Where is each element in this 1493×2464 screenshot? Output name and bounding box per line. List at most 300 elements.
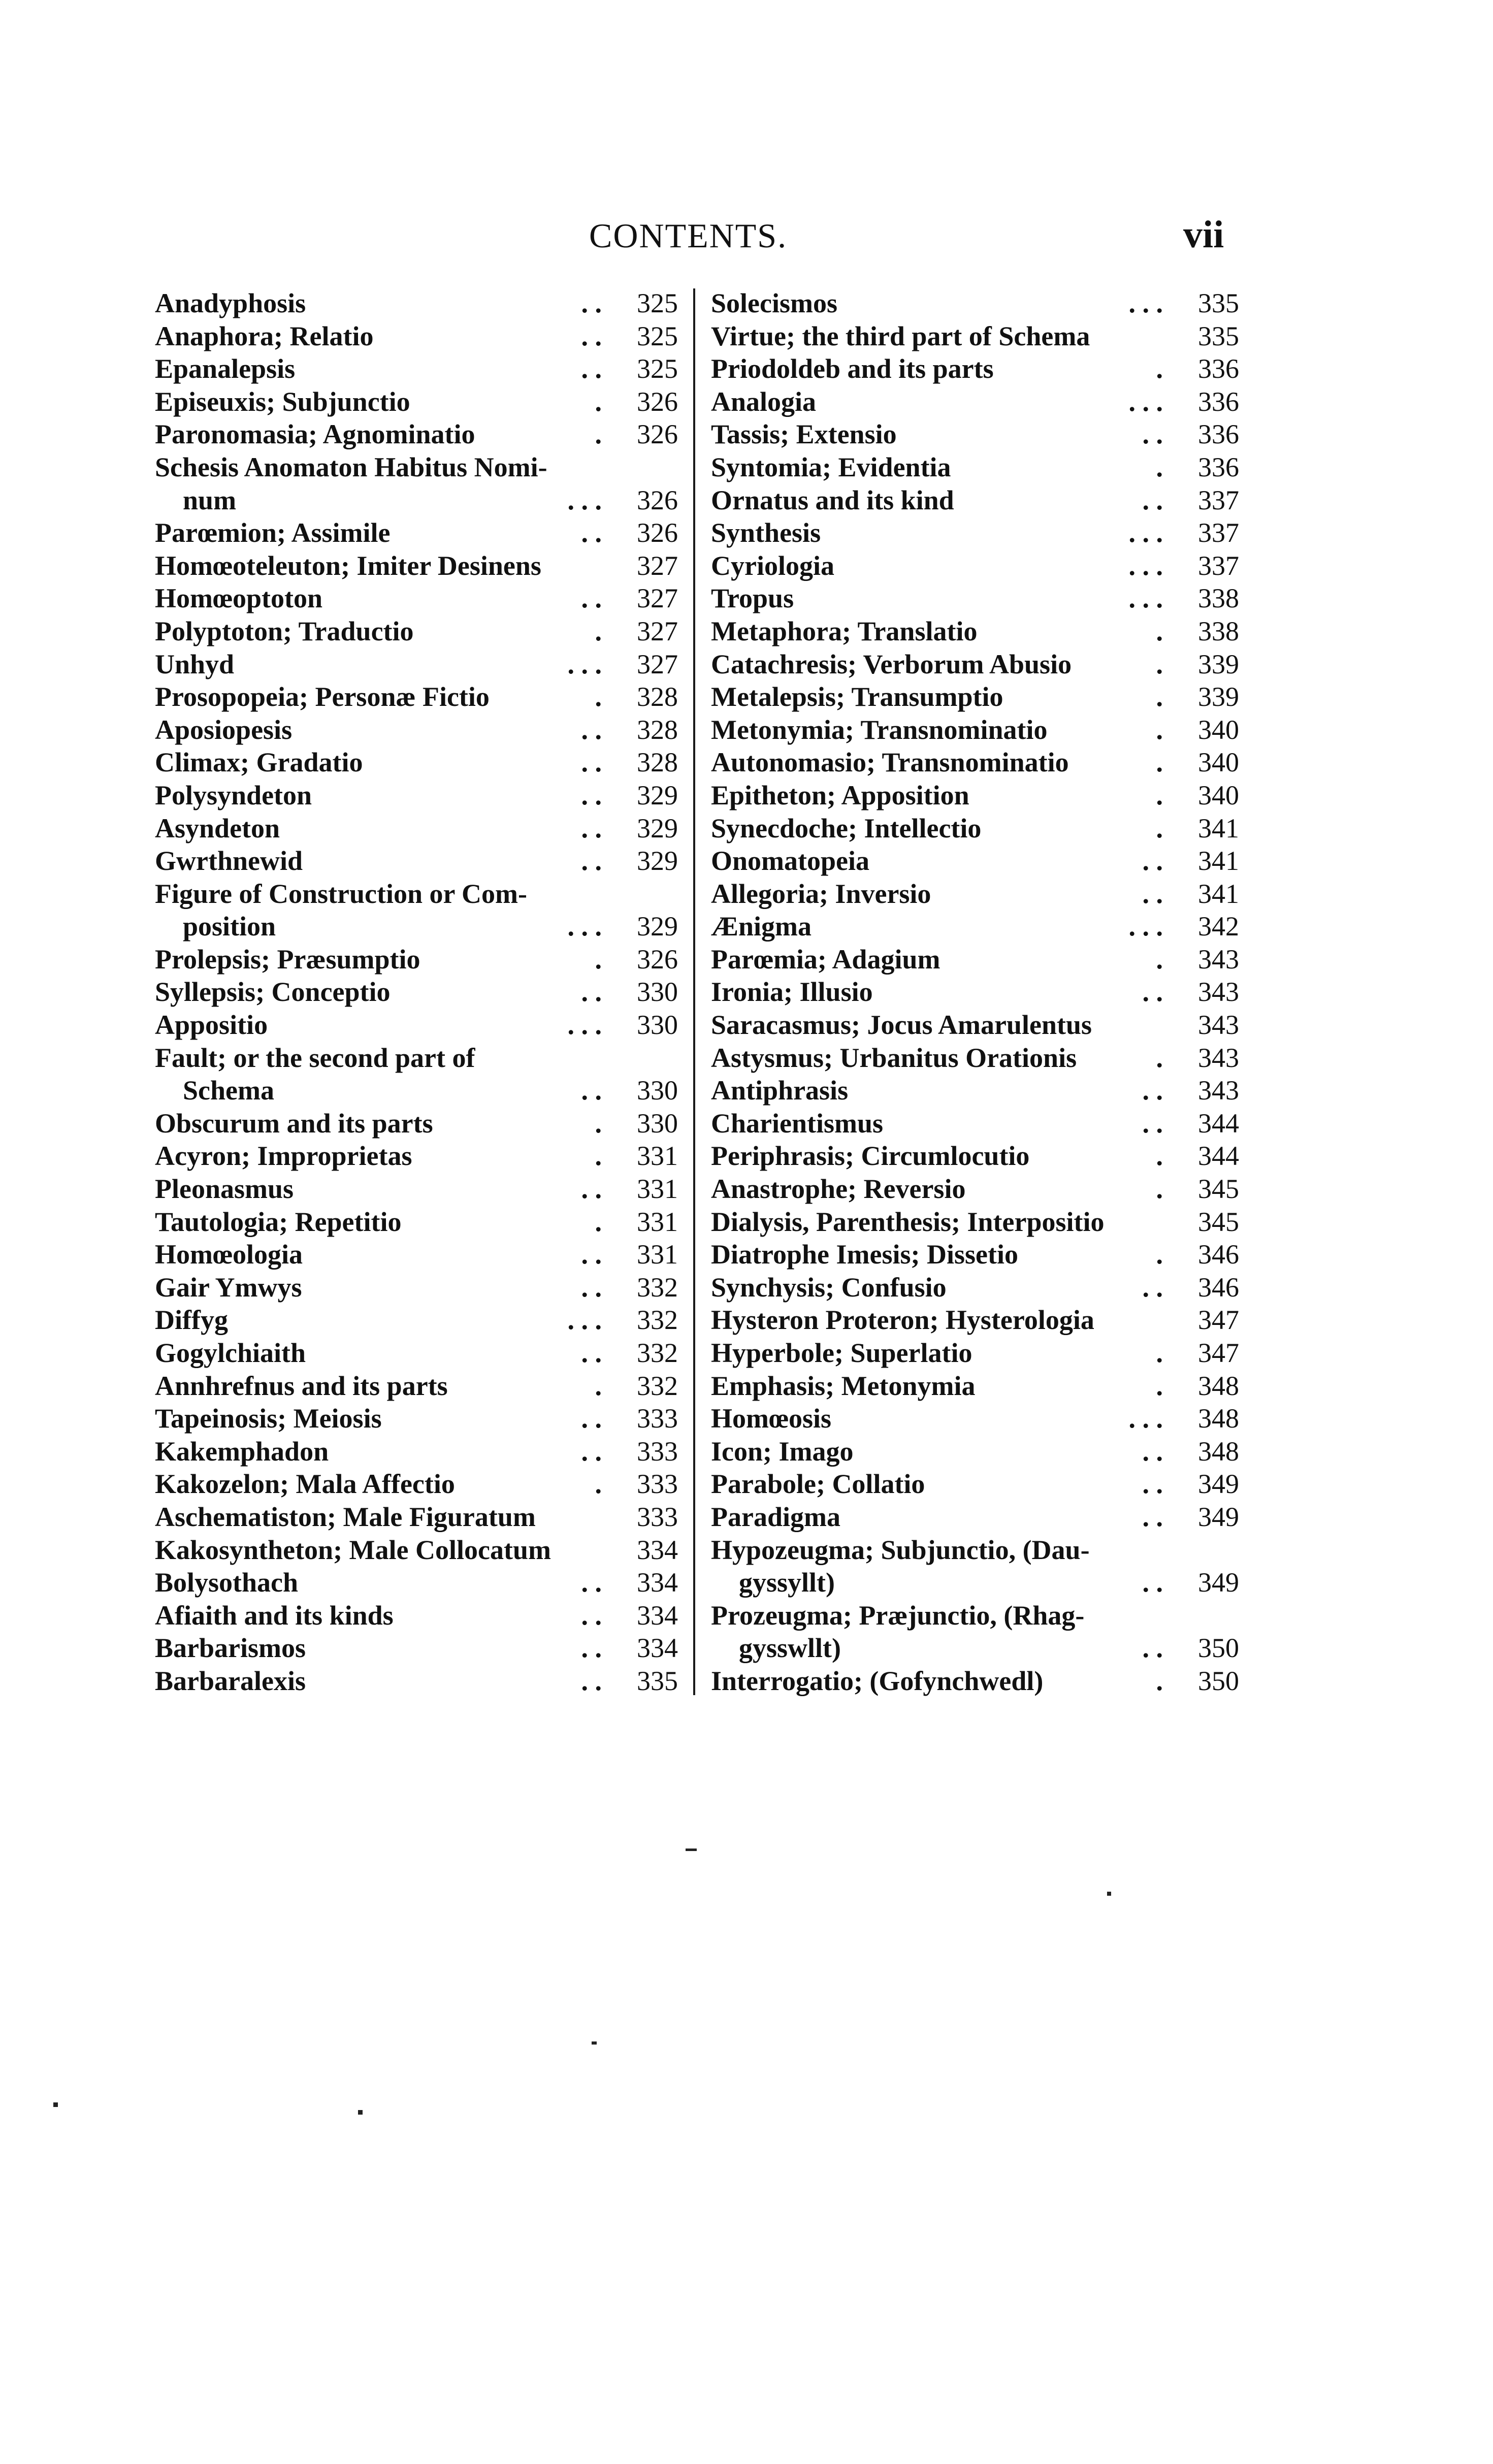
contents-entry	[711, 1042, 1239, 1075]
contents-entry	[155, 385, 678, 418]
entry-title: Ornatus and its kind	[711, 484, 954, 515]
entry-title: Afiaith and its kinds	[155, 1600, 394, 1631]
entry-leader-dots: . .	[581, 288, 602, 318]
contents-entry	[155, 1042, 678, 1075]
entry-leader-dots: . . .	[567, 1010, 602, 1041]
contents-entry	[711, 549, 1239, 582]
contents-entry	[155, 1074, 678, 1107]
entry-leader-dots: . .	[581, 1600, 602, 1631]
entry-title: gyssyllt)	[739, 1567, 835, 1598]
entry-title: Episeuxis; Subjunctio	[155, 386, 410, 417]
entry-page-number: 326	[637, 419, 678, 450]
entry-page-number: 337	[1198, 484, 1239, 515]
contents-entry	[155, 1271, 678, 1304]
contents-entry	[155, 779, 678, 812]
contents-entry	[711, 648, 1239, 681]
entry-title: Priodoldeb and its parts	[711, 353, 994, 384]
entry-leader-dots: . .	[581, 780, 602, 810]
contents-entry	[711, 582, 1239, 615]
entry-leader-dots: . .	[581, 1075, 602, 1106]
entry-page-number: 347	[1198, 1305, 1239, 1336]
contents-entry	[711, 1337, 1239, 1370]
entry-page-number: 341	[1198, 813, 1239, 844]
entry-title: Autonomasio; Transnominatio	[711, 747, 1069, 778]
contents-entry	[155, 1632, 678, 1665]
entry-page-number: 327	[637, 550, 678, 581]
entry-title: Gair Ymwys	[155, 1272, 302, 1303]
contents-entry	[155, 320, 678, 353]
column-divider	[693, 288, 695, 1695]
entry-leader-dots: . .	[581, 714, 602, 745]
entry-title: Kakemphadon	[155, 1436, 329, 1467]
entry-title: Figure of Construction or Com-	[155, 878, 527, 909]
entry-page-number: 339	[1198, 649, 1239, 679]
entry-page-number: 343	[1198, 1042, 1239, 1073]
entry-leader-dots: .	[595, 1370, 602, 1401]
contents-entry	[155, 845, 678, 878]
entry-title: Parabole; Collatio	[711, 1469, 925, 1500]
entry-title: gysswllt)	[739, 1633, 841, 1664]
contents-entry	[711, 287, 1239, 320]
entry-page-number: 350	[1198, 1665, 1239, 1696]
entry-title: Ænigma	[711, 911, 812, 942]
entry-leader-dots: . .	[1142, 1469, 1163, 1500]
entry-leader-dots: .	[1156, 1239, 1163, 1270]
entry-page-number: 348	[1198, 1370, 1239, 1401]
entry-leader-dots: .	[1156, 780, 1163, 810]
contents-entry	[711, 1566, 1239, 1599]
entry-title: Hyperbole; Superlatio	[711, 1338, 972, 1368]
entry-page-number: 340	[1198, 747, 1239, 778]
entry-page-number: 335	[1198, 320, 1239, 351]
entry-page-number: 325	[637, 320, 678, 351]
contents-entry	[711, 746, 1239, 779]
entry-page-number: 326	[637, 484, 678, 515]
entry-title: Bolysothach	[155, 1567, 299, 1598]
entry-leader-dots: . .	[581, 1567, 602, 1598]
entry-title: Anastrophe; Reversio	[711, 1174, 966, 1205]
contents-entry	[711, 615, 1239, 648]
contents-right-column	[711, 287, 1239, 1698]
entry-title: Synthesis	[711, 517, 821, 548]
entry-leader-dots: .	[1156, 1338, 1163, 1368]
entry-page-number: 336	[1198, 451, 1239, 482]
entry-leader-dots: .	[595, 1469, 602, 1500]
contents-entry	[711, 1074, 1239, 1107]
entry-title: Climax; Gradatio	[155, 747, 363, 778]
contents-entry	[711, 1501, 1239, 1534]
entry-leader-dots: .	[595, 386, 602, 417]
entry-page-number: 336	[1198, 353, 1239, 384]
entry-leader-dots: . .	[581, 846, 602, 877]
contents-entry	[155, 287, 678, 320]
entry-title: Acyron; Improprietas	[155, 1141, 412, 1172]
contents-entry	[711, 1107, 1239, 1140]
entry-page-number: 347	[1198, 1338, 1239, 1368]
entry-page-number: 329	[637, 911, 678, 942]
contents-entry	[155, 1566, 678, 1599]
entry-leader-dots: .	[1156, 714, 1163, 745]
entry-page-number: 345	[1198, 1206, 1239, 1237]
entry-title: Prosopopeia; Personæ Fictio	[155, 682, 490, 712]
entry-leader-dots: . . .	[567, 1305, 602, 1336]
entry-page-number: 327	[637, 615, 678, 646]
entry-page-number: 336	[1198, 386, 1239, 417]
entry-title: num	[183, 484, 237, 515]
entry-title: Appositio	[155, 1010, 268, 1041]
entry-page-number: 337	[1198, 517, 1239, 548]
entry-leader-dots: . .	[1142, 846, 1163, 877]
entry-page-number: 326	[637, 944, 678, 975]
entry-page-number: 330	[637, 977, 678, 1008]
entry-title: Emphasis; Metonymia	[711, 1370, 976, 1401]
entry-leader-dots: . .	[1142, 484, 1163, 515]
entry-title: Pleonasmus	[155, 1174, 294, 1205]
contents-entry	[711, 878, 1239, 911]
entry-title: Antiphrasis	[711, 1075, 849, 1106]
entry-leader-dots: . .	[1142, 1567, 1163, 1598]
entry-title: Virtue; the third part of Schema	[711, 320, 1090, 351]
entry-title: Syntomia; Evidentia	[711, 451, 951, 482]
entry-page-number: 340	[1198, 780, 1239, 810]
contents-entry	[711, 1665, 1239, 1698]
entry-leader-dots: . .	[581, 583, 602, 614]
entry-page-number: 333	[637, 1403, 678, 1434]
entry-title: Homœologia	[155, 1239, 303, 1270]
entry-title: position	[183, 911, 276, 942]
entry-page-number: 349	[1198, 1567, 1239, 1598]
entry-leader-dots: .	[1156, 682, 1163, 712]
contents-entry	[155, 1173, 678, 1206]
entry-leader-dots: . . .	[1128, 517, 1163, 548]
entry-title: Metaphora; Translatio	[711, 615, 978, 646]
entry-page-number: 341	[1198, 878, 1239, 909]
contents-entry	[155, 910, 678, 943]
contents-entry	[711, 1435, 1239, 1468]
contents-entry	[155, 812, 678, 845]
contents-entry	[155, 1534, 678, 1567]
entry-page-number: 344	[1198, 1141, 1239, 1172]
entry-leader-dots: . . .	[1128, 288, 1163, 318]
entry-page-number: 343	[1198, 1010, 1239, 1041]
entry-title: Epanalepsis	[155, 353, 296, 384]
contents-entry	[155, 1665, 678, 1698]
entry-page-number: 326	[637, 386, 678, 417]
contents-entry	[711, 1402, 1239, 1435]
contents-entry	[155, 1304, 678, 1337]
entry-page-number: 329	[637, 846, 678, 877]
entry-page-number: 331	[637, 1141, 678, 1172]
entry-leader-dots: . .	[581, 813, 602, 844]
contents-entry	[155, 1238, 678, 1271]
contents-entry	[711, 1009, 1239, 1042]
contents-entry	[711, 1534, 1239, 1567]
entry-title: Barbarismos	[155, 1633, 306, 1664]
entry-leader-dots: .	[595, 1108, 602, 1139]
entry-leader-dots: .	[1156, 451, 1163, 482]
entry-leader-dots: . .	[581, 1436, 602, 1467]
entry-leader-dots: .	[595, 1141, 602, 1172]
contents-entry	[711, 516, 1239, 549]
entry-title: Kakosyntheton; Male Collocatum	[155, 1534, 551, 1565]
entry-title: Anaphora; Relatio	[155, 320, 374, 351]
entry-leader-dots: .	[1156, 747, 1163, 778]
entry-page-number: 326	[637, 517, 678, 548]
entry-page-number: 344	[1198, 1108, 1239, 1139]
contents-entry	[711, 1370, 1239, 1403]
entry-page-number: 334	[637, 1633, 678, 1664]
entry-title: Metonymia; Transnominatio	[711, 714, 1048, 745]
entry-page-number: 346	[1198, 1239, 1239, 1270]
entry-title: Parœmion; Assimile	[155, 517, 391, 548]
entry-title: Icon; Imago	[711, 1436, 854, 1467]
entry-title: Interrogatio; (Gofynchwedl)	[711, 1665, 1044, 1696]
entry-page-number: 328	[637, 747, 678, 778]
entry-leader-dots: . .	[1142, 1272, 1163, 1303]
entry-title: Analogia	[711, 386, 817, 417]
entry-title: Schema	[183, 1075, 274, 1106]
entry-title: Solecismos	[711, 288, 837, 318]
entry-page-number: 334	[637, 1534, 678, 1565]
entry-title: Unhyd	[155, 649, 235, 679]
entry-leader-dots: .	[1156, 944, 1163, 975]
contents-entry	[711, 385, 1239, 418]
page-number: vii	[1183, 213, 1224, 256]
entry-page-number: 339	[1198, 682, 1239, 712]
entry-title: Aschematiston; Male Figuratum	[155, 1501, 536, 1532]
entry-leader-dots: . .	[1142, 1633, 1163, 1664]
page-header	[0, 213, 1493, 267]
entry-leader-dots: . . .	[1128, 583, 1163, 614]
entry-leader-dots: .	[595, 682, 602, 712]
entry-leader-dots: .	[595, 944, 602, 975]
contents-entry	[155, 648, 678, 681]
entry-leader-dots: . .	[1142, 1075, 1163, 1106]
entry-leader-dots: . . .	[567, 649, 602, 679]
entry-page-number: 342	[1198, 911, 1239, 942]
entry-title: Schesis Anomaton Habitus Nomi-	[155, 451, 547, 482]
contents-entry	[155, 451, 678, 484]
entry-title: Prozeugma; Præjunctio, (Rhag-	[711, 1600, 1085, 1631]
entry-title: Tautologia; Repetitio	[155, 1206, 402, 1237]
entry-page-number: 327	[637, 649, 678, 679]
entry-leader-dots: .	[1156, 615, 1163, 646]
contents-entry	[711, 1238, 1239, 1271]
contents-entry	[711, 1173, 1239, 1206]
contents-entry	[155, 976, 678, 1009]
contents-entry	[155, 549, 678, 582]
contents-left-column	[155, 287, 678, 1698]
entry-title: Hysteron Proteron; Hysterologia	[711, 1305, 1094, 1336]
contents-entry	[711, 714, 1239, 747]
entry-page-number: 337	[1198, 550, 1239, 581]
contents-entry	[711, 1632, 1239, 1665]
entry-page-number: 334	[637, 1567, 678, 1598]
entry-page-number: 328	[637, 682, 678, 712]
entry-title: Metalepsis; Transumptio	[711, 682, 1003, 712]
entry-title: Polysyndeton	[155, 780, 312, 810]
entry-page-number: 332	[637, 1305, 678, 1336]
entry-title: Gogylchiaith	[155, 1338, 306, 1368]
entry-leader-dots: . . .	[567, 911, 602, 942]
entry-title: Paronomasia; Agnominatio	[155, 419, 475, 450]
entry-title: Epitheton; Apposition	[711, 780, 969, 810]
contents-entry	[711, 1206, 1239, 1239]
entry-page-number: 331	[637, 1239, 678, 1270]
entry-title: Asyndeton	[155, 813, 280, 844]
contents-entry	[155, 1206, 678, 1239]
entry-leader-dots: .	[595, 419, 602, 450]
entry-page-number: 332	[637, 1338, 678, 1368]
entry-page-number: 335	[1198, 288, 1239, 318]
entry-title: Polyptoton; Traductio	[155, 615, 414, 646]
contents-entry	[711, 812, 1239, 845]
entry-page-number: 333	[637, 1436, 678, 1467]
entry-leader-dots: . . .	[1128, 386, 1163, 417]
entry-title: Diatrophe Imesis; Dissetio	[711, 1239, 1018, 1270]
entry-leader-dots: .	[595, 615, 602, 646]
contents-entry	[711, 484, 1239, 517]
contents-entry	[711, 1304, 1239, 1337]
entry-page-number: 333	[637, 1501, 678, 1532]
contents-entry	[155, 1107, 678, 1140]
entry-title: Hypozeugma; Subjunctio, (Dau-	[711, 1534, 1090, 1565]
entry-title: Parœmia; Adagium	[711, 944, 940, 975]
contents-entry	[155, 680, 678, 714]
entry-leader-dots: . . .	[1128, 911, 1163, 942]
entry-page-number: 331	[637, 1206, 678, 1237]
contents-entry	[155, 878, 678, 911]
entry-leader-dots: .	[1156, 353, 1163, 384]
entry-page-number: 343	[1198, 1075, 1239, 1106]
contents-entry	[155, 418, 678, 451]
entry-leader-dots: . .	[1142, 419, 1163, 450]
contents-entry	[711, 845, 1239, 878]
entry-page-number: 334	[637, 1600, 678, 1631]
entry-leader-dots: .	[1156, 1370, 1163, 1401]
entry-leader-dots: . .	[1142, 1108, 1163, 1139]
entry-leader-dots: . . .	[1128, 1403, 1163, 1434]
entry-leader-dots: . .	[581, 1338, 602, 1368]
entry-title: Annhrefnus and its parts	[155, 1370, 448, 1401]
contents-entry	[155, 1435, 678, 1468]
entry-page-number: 329	[637, 813, 678, 844]
entry-title: Homœoteleuton; Imiter Desinens	[155, 550, 541, 581]
contents-entry	[155, 746, 678, 779]
entry-page-number: 330	[637, 1108, 678, 1139]
contents-entry	[711, 320, 1239, 353]
entry-leader-dots: . .	[581, 1174, 602, 1205]
entry-page-number: 331	[637, 1174, 678, 1205]
entry-page-number: 335	[637, 1665, 678, 1696]
print-speck	[1107, 1892, 1111, 1896]
contents-entry	[711, 943, 1239, 976]
contents-entry	[155, 516, 678, 549]
entry-title: Aposiopesis	[155, 714, 293, 745]
entry-title: Tropus	[711, 583, 794, 614]
contents-entry	[155, 1402, 678, 1435]
entry-page-number: 346	[1198, 1272, 1239, 1303]
entry-page-number: 333	[637, 1469, 678, 1500]
entry-title: Onomatopeia	[711, 846, 870, 877]
entry-leader-dots: . .	[581, 320, 602, 351]
entry-leader-dots: .	[1156, 1141, 1163, 1172]
entry-title: Cyriologia	[711, 550, 834, 581]
entry-leader-dots: . .	[1142, 1436, 1163, 1467]
contents-entry	[155, 1337, 678, 1370]
contents-entry	[711, 1468, 1239, 1501]
entry-leader-dots: . .	[581, 977, 602, 1008]
entry-title: Allegoria; Inversio	[711, 878, 931, 909]
entry-leader-dots: . .	[581, 1403, 602, 1434]
entry-leader-dots: .	[1156, 1174, 1163, 1205]
entry-title: Homœoptoton	[155, 583, 323, 614]
entry-title: Catachresis; Verborum Abusio	[711, 649, 1072, 679]
entry-page-number: 343	[1198, 944, 1239, 975]
entry-leader-dots: . .	[581, 353, 602, 384]
contents-entry	[711, 418, 1239, 451]
entry-leader-dots: .	[1156, 1042, 1163, 1073]
entry-title: Diffyg	[155, 1305, 228, 1336]
entry-title: Periphrasis; Circumlocutio	[711, 1141, 1030, 1172]
entry-title: Astysmus; Urbanitus Orationis	[711, 1042, 1077, 1073]
contents-entry	[711, 451, 1239, 484]
entry-leader-dots: .	[1156, 813, 1163, 844]
entry-title: Tapeinosis; Meiosis	[155, 1403, 382, 1434]
entry-title: Homœosis	[711, 1403, 832, 1434]
entry-page-number: 325	[637, 288, 678, 318]
contents-entry	[155, 582, 678, 615]
print-speck	[592, 2041, 597, 2045]
entry-title: Paradigma	[711, 1501, 840, 1532]
entry-page-number: 349	[1198, 1469, 1239, 1500]
print-speck	[358, 2110, 363, 2115]
entry-page-number: 330	[637, 1075, 678, 1106]
contents-entry	[711, 352, 1239, 385]
entry-title: Ironia; Illusio	[711, 977, 873, 1008]
entry-leader-dots: . .	[581, 1239, 602, 1270]
entry-title: Synchysis; Confusio	[711, 1272, 947, 1303]
contents-entry	[155, 1599, 678, 1632]
contents-entry	[155, 1501, 678, 1534]
entry-page-number: 350	[1198, 1633, 1239, 1664]
entry-page-number: 338	[1198, 583, 1239, 614]
entry-leader-dots: . .	[581, 1665, 602, 1696]
entry-title: Gwrthnewid	[155, 846, 303, 877]
entry-leader-dots: .	[595, 1206, 602, 1237]
entry-page-number: 332	[637, 1370, 678, 1401]
contents-entry	[155, 484, 678, 517]
entry-page-number: 332	[637, 1272, 678, 1303]
entry-page-number: 348	[1198, 1403, 1239, 1434]
contents-entry	[155, 615, 678, 648]
entry-title: Tassis; Extensio	[711, 419, 897, 450]
entry-page-number: 330	[637, 1010, 678, 1041]
contents-entry	[155, 943, 678, 976]
entry-leader-dots: . .	[581, 517, 602, 548]
entry-leader-dots: .	[1156, 649, 1163, 679]
entry-leader-dots: . . .	[1128, 550, 1163, 581]
entry-page-number: 343	[1198, 977, 1239, 1008]
entry-title: Kakozelon; Mala Affectio	[155, 1469, 455, 1500]
entry-title: Dialysis, Parenthesis; Interpositio	[711, 1206, 1105, 1237]
entry-title: Saracasmus; Jocus Amarulentus	[711, 1010, 1092, 1041]
entry-page-number: 325	[637, 353, 678, 384]
entry-title: Obscurum and its parts	[155, 1108, 433, 1139]
entry-page-number: 336	[1198, 419, 1239, 450]
entry-leader-dots: . .	[581, 1272, 602, 1303]
contents-entry	[711, 1140, 1239, 1173]
